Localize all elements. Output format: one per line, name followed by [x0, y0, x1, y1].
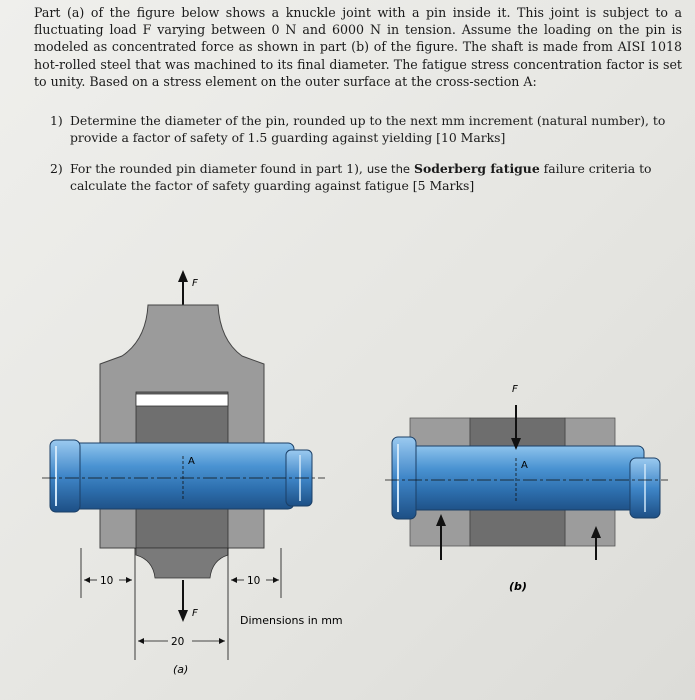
- pin-shaft-b: [408, 446, 644, 510]
- dim-right: 10: [247, 575, 261, 587]
- question-2-use: use the: [366, 162, 411, 176]
- eye-rod: [136, 548, 228, 578]
- question-2-pre: For the rounded pin diameter found in part 1),: [70, 161, 363, 176]
- caption-a: (a): [173, 663, 189, 676]
- section-label-a: A: [188, 456, 195, 467]
- pin-head-left: [50, 440, 80, 512]
- figure-b: [385, 384, 668, 593]
- caption-b: (b): [509, 580, 527, 593]
- question-2-number: 2): [50, 161, 63, 176]
- load-arrow-bottom-head: [178, 610, 188, 622]
- dim-left: 10: [100, 575, 114, 587]
- pin-shaft: [62, 443, 294, 509]
- units-note: Dimensions in mm: [240, 614, 343, 627]
- question-1-number: 1): [50, 113, 63, 128]
- slot-gap: [136, 394, 228, 406]
- load-label-b: F: [512, 384, 518, 395]
- pin-head-left-b: [392, 437, 416, 519]
- load-label-bottom: F: [192, 608, 198, 619]
- question-2-criterion: Soderberg fatigue: [414, 161, 540, 176]
- section-label-b: A: [521, 460, 528, 471]
- load-arrow-top-head: [178, 270, 188, 282]
- question-2-post: failure criteria to calculate the factor of safety guarding against fatigue [5 Marks]: [70, 161, 652, 193]
- figure-a: [42, 270, 343, 676]
- problem-intro: Part (a) of the figure below shows a knuckle joint with a pin inside it. This joint is subject to a fluctuating load F varying between 0 N and 6000 N in tension. Assume the loading on the pin is modeled as concentrated force as shown in part (b) of the figure. The shaft is made from AISI 1018 hot-rolled steel that was machined to its final diameter. The fatigue stress concentration factor is set to unity. Based on a stress element on the outer surface at the cross-section A:: [34, 5, 682, 89]
- dim-bottom: 20: [171, 636, 185, 648]
- load-label-top: F: [192, 278, 198, 289]
- question-1-text: Determine the diameter of the pin, rounded up to the next mm increment (natural number), to provide a factor of safety of 1.5 guarding against yielding [10 Marks]: [70, 113, 666, 145]
